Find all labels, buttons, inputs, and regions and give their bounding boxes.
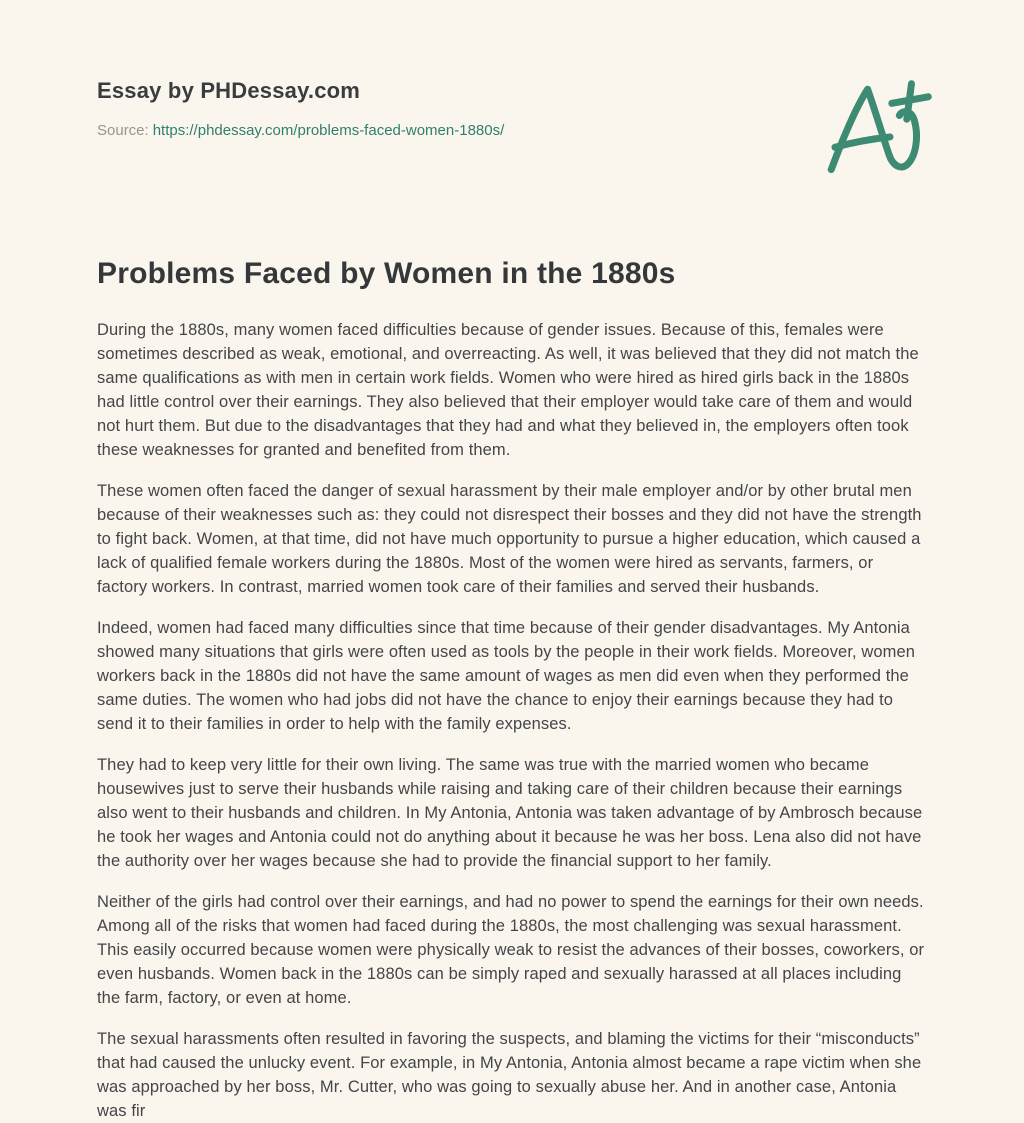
essay-paragraph: They had to keep very little for their own living. The same was true with the married women who became housewives just to serve their husbands while raising and taking care of their children because their earnings also went to their husbands and children. In My Antonia, Antonia was taken advantage of by Ambrosch because he took her wages and Antonia could not do anything about it because he was her boss. Lena also did not have the authority over her wages because she had to provide the financial support to her family. <box>97 756 923 870</box>
essay-title: Problems Faced by Women in the 1880s <box>97 257 676 290</box>
source-url-link[interactable]: https://phdessay.com/problems-faced-women-1880s/ <box>152 122 505 139</box>
essay-paragraph: The sexual harassments often resulted in favoring the suspects, and blaming the victims for their “misconducts” that had caused the unlucky event. For example, in My Antonia, Antonia almost became a rape victim when she was approached by her boss, Mr. Cutter, who was going to sexually abuse her. And in another case, Antonia was fir <box>97 1030 922 1120</box>
source-label: Source: <box>97 122 149 139</box>
document-header <box>97 78 927 178</box>
essay-paragraph: During the 1880s, many women faced difficulties because of gender issues. Because of this, females were sometimes described as weak, emotional, and overreacting. As well, it was believed that they did not match the same qualifications as with men in certain work fields. Women who were hired as hired girls back in the 1880s had little control over their earnings. They also believed that their employer would take care of them and would not hurt them. But due to the disadvantages that they had and what they believed in, the employers often took these weaknesses for granted and benefited from them. <box>97 321 919 459</box>
a-plus-logo-icon <box>820 80 932 178</box>
source-line <box>97 122 927 139</box>
essay-paragraph: Indeed, women had faced many difficulties since that time because of their gender disadvantages. My Antonia showed many situations that girls were often used as tools by the people in their work fields. Moreover, women workers back in the 1880s did not have the same amount of wages as men did even when they performed the same duties. The women who had jobs did not have the chance to enjoy their earnings because they had to send it to their families in order to help with the family expenses. <box>97 619 916 733</box>
essay-paragraph: Neither of the girls had control over their earnings, and had no power to spend the earnings for their own needs. Among all of the risks that women had faced during the 1880s, the most challenging was sexual harassment. This easily occurred because women were physically weak to resist the advances of their bosses, coworkers, or even husbands. Women back in the 1880s can be simply raped and sexually harassed at all places including the farm, factory, or even at home. <box>97 893 925 1007</box>
site-title: Essay by PHDessay.com <box>97 78 361 103</box>
essay-body <box>97 318 927 1123</box>
essay-paragraph: These women often faced the danger of sexual harassment by their male employer and/or by other brutal men because of their weaknesses such as: they could not disrespect their bosses and they did not have the strength to fight back. Women, at that time, did not have much opportunity to pursue a higher education, which caused a lack of qualified female workers during the 1880s. Most of the women were hired as servants, farmers, or factory workers. In contrast, married women took care of their families and served their husbands. <box>97 482 922 596</box>
